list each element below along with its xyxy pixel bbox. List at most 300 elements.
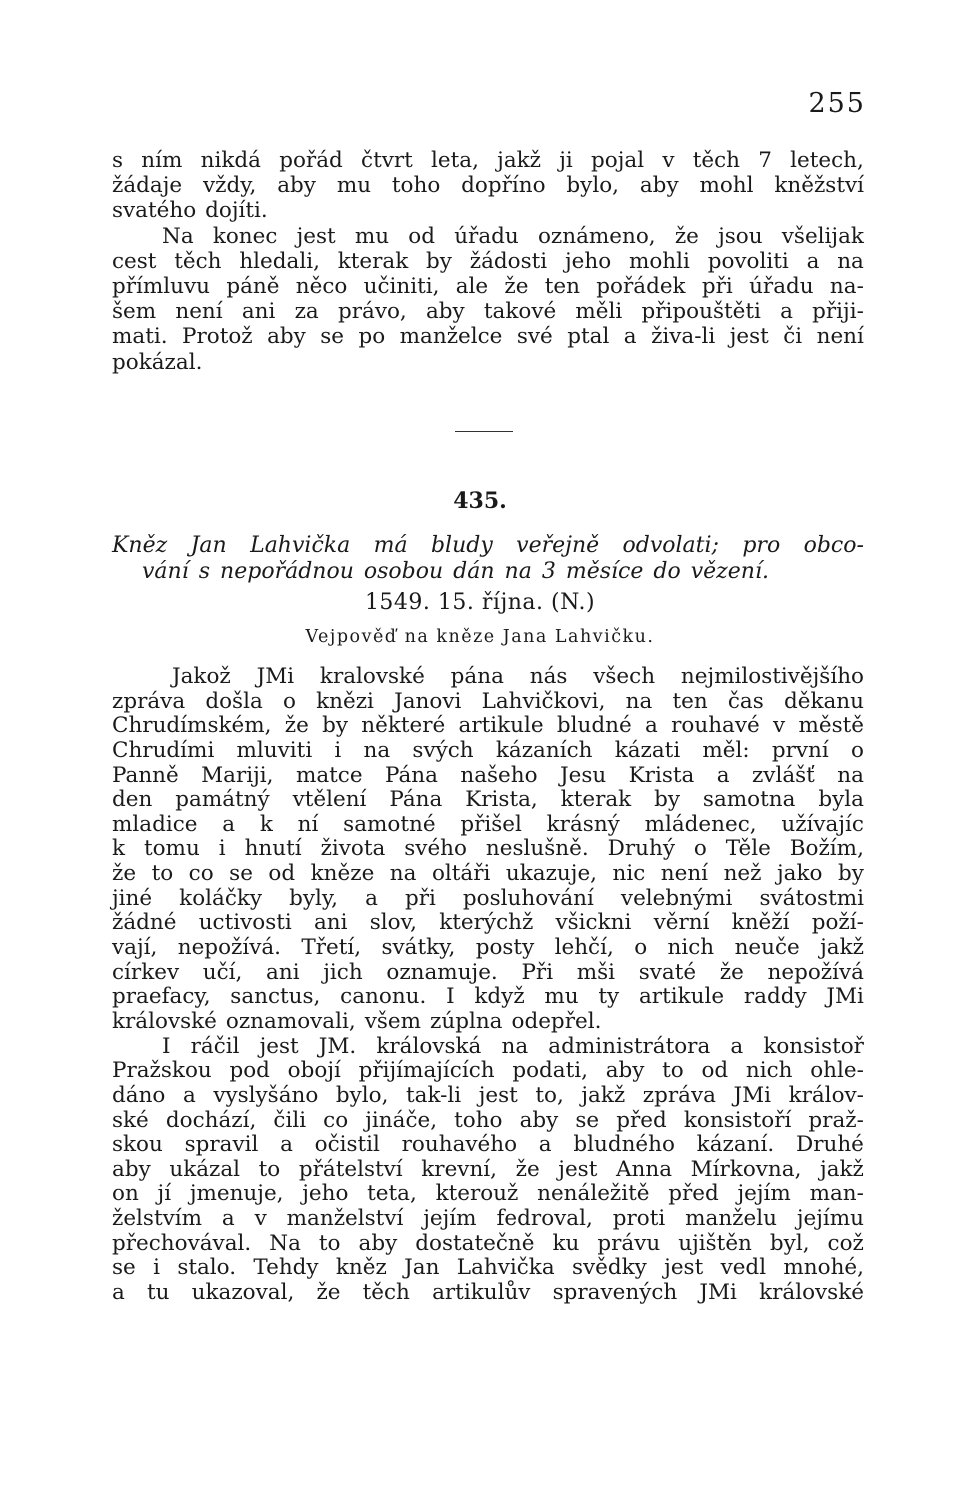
word: kázati bbox=[614, 737, 681, 763]
word: očistil bbox=[314, 1132, 380, 1158]
word: svého bbox=[404, 836, 467, 862]
word: JMi bbox=[826, 984, 864, 1010]
word: on bbox=[112, 1181, 139, 1207]
word: nich bbox=[745, 1058, 793, 1084]
word: před bbox=[668, 1181, 719, 1207]
word: že bbox=[284, 713, 309, 739]
word: byla bbox=[818, 787, 864, 813]
word: canonu. bbox=[340, 984, 427, 1010]
word: stalo. bbox=[177, 1255, 237, 1281]
word: a bbox=[623, 324, 637, 350]
word: Těle bbox=[725, 836, 771, 862]
word: lehčí, bbox=[554, 935, 614, 961]
text-line bbox=[112, 911, 864, 936]
word: svatého bbox=[112, 198, 197, 224]
word: uctivosti bbox=[198, 910, 292, 936]
word: nich bbox=[667, 935, 715, 961]
word: artikule bbox=[638, 984, 725, 1010]
word: aby bbox=[267, 324, 306, 350]
word: kněžství bbox=[774, 173, 864, 199]
word: neuče bbox=[734, 935, 800, 961]
word: při bbox=[404, 885, 436, 911]
word: Anna bbox=[615, 1156, 673, 1182]
word: o bbox=[693, 836, 707, 862]
word: ale bbox=[455, 273, 489, 299]
word: že bbox=[504, 273, 529, 299]
word: dopříno bbox=[461, 173, 546, 199]
word: pána bbox=[450, 664, 504, 689]
word: to bbox=[662, 1058, 684, 1084]
text-line bbox=[112, 173, 864, 198]
word: mnohé, bbox=[783, 1255, 864, 1281]
word: živa-li bbox=[651, 324, 716, 350]
word: podati, bbox=[512, 1058, 588, 1084]
word: Protož bbox=[182, 324, 253, 350]
word: připouštěti bbox=[641, 299, 761, 325]
word: kněží bbox=[731, 910, 790, 936]
word: vyslyšáno bbox=[213, 1082, 319, 1108]
word: leta, bbox=[431, 148, 479, 173]
word: raddy bbox=[743, 984, 807, 1010]
word: manželství bbox=[286, 1206, 404, 1232]
word: toho bbox=[454, 1107, 503, 1133]
word: přiji- bbox=[812, 299, 864, 325]
text-line bbox=[112, 764, 864, 789]
word: čas bbox=[727, 688, 764, 714]
word: praefacy, bbox=[112, 984, 211, 1010]
word: a bbox=[716, 762, 730, 788]
word: Pána bbox=[384, 762, 438, 788]
word: či bbox=[783, 324, 803, 350]
word: 3 bbox=[541, 559, 556, 584]
word: i bbox=[218, 836, 226, 862]
word: dojíti. bbox=[205, 198, 268, 224]
word: po bbox=[358, 324, 386, 350]
text-line bbox=[112, 148, 864, 173]
word: a bbox=[222, 811, 236, 837]
word: ani bbox=[313, 910, 348, 936]
word: a bbox=[806, 248, 820, 274]
word: svých bbox=[412, 737, 474, 763]
word: sanctus, bbox=[230, 984, 321, 1010]
word: bludy bbox=[430, 533, 493, 558]
word: přechovával. bbox=[112, 1230, 252, 1256]
word: pokázal. bbox=[112, 349, 203, 375]
word: by bbox=[837, 861, 864, 887]
text-line bbox=[112, 862, 864, 887]
word: přátelství bbox=[298, 1156, 403, 1182]
word: hledali, bbox=[239, 248, 320, 274]
word: Krista, bbox=[465, 787, 538, 813]
word: ní bbox=[297, 811, 319, 837]
word: ani bbox=[241, 299, 276, 325]
word: památný bbox=[175, 787, 270, 813]
word: nikdá bbox=[200, 148, 261, 173]
word: než bbox=[723, 861, 762, 887]
word: že bbox=[112, 861, 137, 887]
text-line bbox=[112, 1207, 864, 1232]
word: spravil bbox=[184, 1132, 259, 1158]
top-paragraphs bbox=[112, 148, 864, 375]
word: Mariji, bbox=[201, 762, 274, 788]
word: na bbox=[501, 1033, 529, 1059]
word: že bbox=[515, 1156, 540, 1182]
word: na bbox=[837, 248, 864, 274]
document-date: 1549. 15. října. (N.) bbox=[364, 590, 596, 615]
word: o bbox=[634, 935, 648, 961]
word: koláčky bbox=[179, 885, 263, 911]
word: jakž bbox=[820, 1156, 864, 1182]
word: Pána bbox=[389, 787, 443, 813]
word: rouhavého bbox=[401, 1132, 518, 1158]
word: a bbox=[780, 299, 793, 325]
word: kázaní. bbox=[696, 1132, 775, 1158]
word: své bbox=[516, 324, 553, 350]
word: našeho bbox=[460, 762, 538, 788]
word: želstvím bbox=[112, 1206, 203, 1232]
word: k bbox=[112, 836, 126, 862]
word: odepřel. bbox=[511, 1008, 602, 1034]
text-line bbox=[112, 936, 864, 961]
word: městě bbox=[798, 713, 864, 739]
word: není bbox=[175, 299, 223, 325]
word: královské bbox=[112, 1008, 217, 1034]
word: kterak bbox=[337, 248, 409, 274]
word: a bbox=[645, 713, 658, 739]
word: kázaních bbox=[495, 737, 593, 763]
word: poží- bbox=[811, 910, 864, 936]
word: Kněz bbox=[112, 533, 168, 558]
word: těch bbox=[362, 1280, 410, 1306]
text-line bbox=[112, 788, 864, 813]
word: vání bbox=[142, 559, 189, 584]
word: vedl bbox=[720, 1255, 767, 1281]
word: zpráva bbox=[112, 688, 186, 714]
word: za bbox=[294, 299, 319, 325]
word: od bbox=[701, 1058, 729, 1084]
text-line bbox=[112, 1158, 864, 1183]
word: ráčil bbox=[190, 1033, 240, 1059]
word: samotna bbox=[702, 787, 796, 813]
word: s bbox=[112, 148, 124, 173]
word: Při bbox=[521, 959, 554, 985]
word: artikulův bbox=[432, 1280, 531, 1306]
word: mladice bbox=[112, 811, 198, 837]
word: aby bbox=[358, 1230, 398, 1256]
word: bludné bbox=[556, 713, 632, 739]
word: svátky, bbox=[381, 935, 456, 961]
word: mati. bbox=[112, 324, 168, 350]
word: aby bbox=[277, 173, 316, 199]
word: měsíce bbox=[565, 559, 644, 584]
text-line bbox=[112, 274, 864, 299]
word: nenáležitě bbox=[537, 1181, 650, 1207]
word: pořádek bbox=[596, 273, 686, 299]
word: není bbox=[660, 861, 709, 887]
word: se bbox=[112, 1255, 136, 1281]
word: když bbox=[474, 984, 525, 1010]
word: Chrudímském, bbox=[112, 713, 272, 739]
word: svědky bbox=[571, 1255, 647, 1281]
word: dán bbox=[453, 559, 495, 584]
word: kterýchž bbox=[439, 910, 534, 936]
word: jakž bbox=[497, 148, 541, 173]
word: a bbox=[365, 885, 378, 911]
word: není bbox=[816, 324, 864, 350]
word: všickni bbox=[555, 910, 632, 936]
word: povoliti bbox=[707, 248, 789, 274]
word: jináče, bbox=[365, 1107, 438, 1133]
word: a bbox=[280, 1132, 293, 1158]
text-line bbox=[112, 1109, 864, 1134]
word: Třetí, bbox=[301, 935, 362, 961]
word: církev bbox=[112, 959, 180, 985]
word: aby bbox=[605, 1058, 645, 1084]
text-line bbox=[112, 1182, 864, 1207]
word: královská bbox=[376, 1033, 482, 1059]
word: posty bbox=[475, 935, 535, 961]
word: jest bbox=[558, 1156, 598, 1182]
word: jeho bbox=[564, 248, 612, 274]
word: což bbox=[827, 1230, 864, 1256]
word: by bbox=[322, 713, 349, 739]
word: hnutí bbox=[244, 836, 302, 862]
word: páně bbox=[226, 273, 280, 299]
word: dochází, bbox=[165, 1107, 257, 1133]
word: že bbox=[674, 223, 699, 249]
word: o bbox=[282, 688, 296, 714]
text-line bbox=[112, 985, 864, 1010]
word: Lahvička bbox=[250, 533, 351, 558]
word: bylo, bbox=[566, 173, 619, 199]
word: mši bbox=[576, 959, 616, 985]
text-line bbox=[112, 198, 864, 223]
word: matce bbox=[295, 762, 363, 788]
word: ohle- bbox=[810, 1058, 864, 1084]
word: o bbox=[851, 737, 864, 763]
word: jsou bbox=[718, 223, 763, 249]
word: Chrudími bbox=[112, 737, 215, 763]
body-paragraphs bbox=[112, 665, 864, 1306]
word: vtělení bbox=[292, 787, 367, 813]
word: šem bbox=[112, 299, 157, 325]
word: věrní bbox=[653, 910, 710, 936]
word: svaté bbox=[638, 959, 697, 985]
word: velebnými bbox=[620, 885, 733, 911]
word: jich bbox=[323, 959, 363, 985]
word: nejmilostivějšího bbox=[680, 664, 864, 689]
word: před bbox=[616, 1107, 667, 1133]
word: od bbox=[408, 223, 436, 249]
word: ukazoval, bbox=[191, 1280, 295, 1306]
word: těch bbox=[174, 248, 222, 274]
text-line bbox=[112, 224, 864, 249]
word: Lahvička bbox=[456, 1255, 555, 1281]
text-line bbox=[112, 714, 864, 739]
word: konsistoří bbox=[683, 1107, 792, 1133]
word: teta, bbox=[367, 1181, 417, 1207]
headline-line bbox=[112, 559, 864, 585]
text-line bbox=[112, 690, 864, 715]
word: ujištěn bbox=[678, 1230, 752, 1256]
word: kněz bbox=[335, 1255, 387, 1281]
word: i bbox=[334, 737, 342, 763]
word: jí bbox=[157, 1181, 172, 1207]
word: na- bbox=[829, 273, 864, 299]
word: mohli bbox=[628, 248, 690, 274]
word: královské bbox=[759, 1280, 864, 1306]
word: ukazuje, bbox=[505, 861, 597, 887]
word: konsistoř bbox=[763, 1033, 864, 1059]
word: fedroval, bbox=[496, 1206, 593, 1232]
word: králov- bbox=[788, 1082, 864, 1108]
word: pod bbox=[229, 1058, 270, 1084]
word: JM. bbox=[318, 1033, 357, 1059]
word: při bbox=[701, 273, 733, 299]
word: aby bbox=[425, 299, 465, 325]
word: přijímajících bbox=[358, 1058, 495, 1084]
page-number: 255 bbox=[808, 88, 866, 119]
word: děkanu bbox=[783, 688, 864, 714]
word: na bbox=[625, 688, 653, 714]
word: to, bbox=[535, 1082, 564, 1108]
word: pro bbox=[742, 533, 781, 558]
word: aby bbox=[639, 173, 679, 199]
word: na bbox=[837, 762, 864, 788]
word: 7 bbox=[758, 148, 772, 173]
word: bylo, bbox=[335, 1082, 389, 1108]
word: vají, bbox=[112, 935, 158, 961]
word: jejímu bbox=[796, 1206, 864, 1232]
text-line bbox=[112, 837, 864, 862]
word: konec bbox=[212, 223, 278, 249]
word: dáno bbox=[112, 1082, 166, 1108]
word: čtvrt bbox=[361, 148, 413, 173]
word: těch bbox=[692, 148, 740, 173]
word: mu bbox=[336, 173, 372, 199]
text-line bbox=[112, 1010, 864, 1035]
word: kterak bbox=[560, 787, 632, 813]
word: Janovi bbox=[394, 688, 462, 714]
word: pojal bbox=[591, 148, 645, 173]
word: na bbox=[389, 861, 417, 887]
word: ku bbox=[552, 1230, 580, 1256]
word: letech, bbox=[790, 148, 864, 173]
text-line bbox=[112, 961, 864, 986]
word: učí, bbox=[202, 959, 243, 985]
word: JMi bbox=[256, 664, 295, 689]
word: jejím bbox=[423, 1206, 477, 1232]
word: měl: bbox=[702, 737, 750, 763]
word: ptal bbox=[567, 324, 610, 350]
word: jest bbox=[296, 223, 336, 249]
word: nás bbox=[529, 664, 568, 689]
text-line bbox=[112, 1059, 864, 1084]
word: jakž bbox=[820, 935, 864, 961]
word: užívajíc bbox=[781, 811, 864, 837]
word: skou bbox=[112, 1132, 163, 1158]
word: nepožívá. bbox=[177, 935, 282, 961]
word: v bbox=[773, 713, 786, 739]
word: na bbox=[363, 737, 391, 763]
word: čili bbox=[273, 1107, 307, 1133]
word: jest bbox=[729, 324, 769, 350]
word: mládenec, bbox=[644, 811, 757, 837]
word: Pražskou bbox=[112, 1058, 212, 1084]
word: ním bbox=[141, 148, 183, 173]
word: obojí bbox=[287, 1058, 341, 1084]
word: zpráva bbox=[642, 1082, 716, 1108]
word: Krista bbox=[628, 762, 695, 788]
word: posluhování bbox=[462, 885, 594, 911]
word: Lahvičkovi, bbox=[481, 688, 606, 714]
word: Jan bbox=[190, 533, 227, 558]
word: jiné bbox=[112, 885, 153, 911]
word: oznámeno, bbox=[537, 223, 656, 249]
word: mluviti bbox=[236, 737, 313, 763]
word: že bbox=[719, 959, 744, 985]
word: pořád bbox=[279, 148, 343, 173]
word: co bbox=[188, 861, 214, 887]
word: Tehdy bbox=[253, 1255, 319, 1281]
word: ji bbox=[559, 148, 573, 173]
word: úřadu bbox=[749, 273, 814, 299]
word: nepořádnou bbox=[220, 559, 354, 584]
word: přišel bbox=[460, 811, 522, 837]
text-line bbox=[112, 1256, 864, 1281]
word: něco bbox=[295, 273, 348, 299]
word: první bbox=[771, 737, 829, 763]
word: kněze bbox=[310, 861, 375, 887]
word: s bbox=[198, 559, 211, 584]
headline-line bbox=[112, 533, 864, 559]
word: se bbox=[320, 324, 345, 350]
word: života bbox=[320, 836, 386, 862]
word: jest bbox=[259, 1033, 299, 1059]
word: zvlášť bbox=[751, 762, 815, 788]
text-line bbox=[112, 1232, 864, 1257]
word: Na bbox=[162, 223, 194, 249]
word: Druhé bbox=[795, 1132, 864, 1158]
word: právu bbox=[597, 1230, 661, 1256]
word: by bbox=[654, 787, 681, 813]
word: knězi bbox=[316, 688, 374, 714]
word: některé bbox=[361, 713, 446, 739]
word: žádosti bbox=[469, 248, 548, 274]
word: Na bbox=[269, 1230, 301, 1256]
word: žádaje bbox=[112, 173, 183, 199]
word: a bbox=[538, 1132, 552, 1158]
text-line bbox=[112, 1133, 864, 1158]
word: praž- bbox=[808, 1107, 864, 1133]
word: man- bbox=[809, 1181, 864, 1207]
word: od bbox=[268, 861, 296, 887]
text-line bbox=[112, 324, 864, 349]
word: do bbox=[653, 559, 681, 584]
document-headline bbox=[112, 533, 864, 585]
word: zúplna bbox=[430, 1008, 503, 1034]
word: v bbox=[254, 1206, 267, 1232]
word: JMi bbox=[699, 1280, 737, 1306]
word: osobou bbox=[363, 559, 444, 584]
word: Božím, bbox=[789, 836, 864, 862]
word: Jakož bbox=[172, 664, 231, 689]
word: došla bbox=[205, 688, 263, 714]
word: měli bbox=[575, 299, 623, 325]
text-line bbox=[112, 665, 864, 690]
word: na bbox=[504, 559, 532, 584]
word: k bbox=[259, 811, 273, 837]
